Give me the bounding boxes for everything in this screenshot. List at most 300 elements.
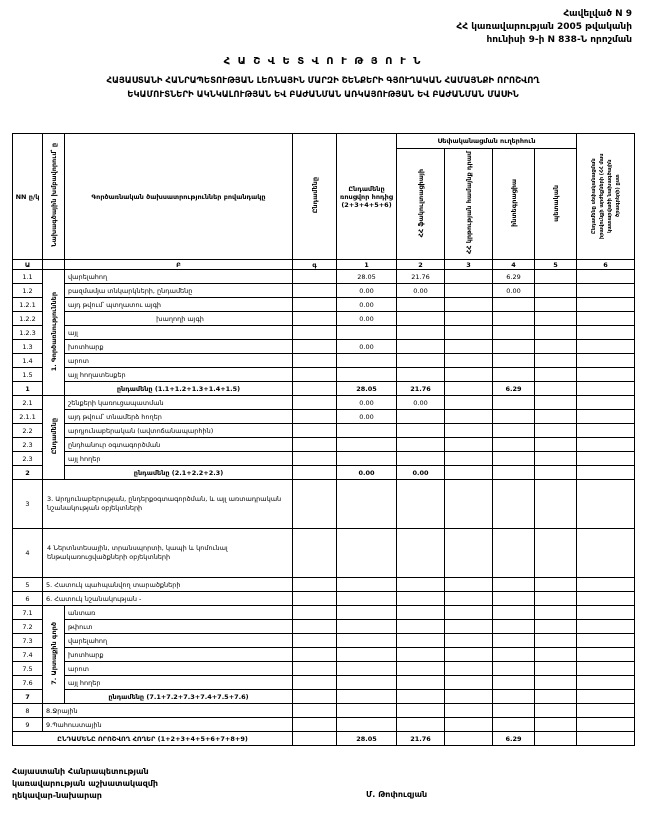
row-v6 (577, 424, 635, 438)
row-v2 (397, 718, 445, 732)
row-nn: 8 (13, 704, 43, 718)
row-name: թփուտ (65, 620, 293, 634)
row-v5 (535, 704, 577, 718)
col-header-group: Նախագծային խմբավորում՝ ը (43, 134, 65, 260)
row-v5 (535, 438, 577, 452)
row-total (293, 620, 337, 634)
row-v6 (577, 298, 635, 312)
row-nn: 3 (13, 480, 43, 529)
row-v6 (577, 284, 635, 298)
row-v5 (535, 662, 577, 676)
report-table-wrapper (12, 133, 634, 746)
row-v1 (337, 354, 397, 368)
row-v6 (577, 396, 635, 410)
row-v2: 21.76 (397, 270, 445, 284)
row-v1 (337, 620, 397, 634)
row-v4 (493, 634, 535, 648)
row-v5 (535, 676, 577, 690)
letter-cell: 2 (397, 260, 445, 270)
row-name: 5. Հատուկ պահպանվող տարածքների (43, 578, 293, 592)
table-row (13, 648, 635, 662)
row-v4 (493, 704, 535, 718)
row-v5 (535, 620, 577, 634)
row-total (293, 410, 337, 424)
table-row (13, 592, 635, 606)
row-v1 (337, 424, 397, 438)
row-v2: 0.00 (397, 284, 445, 298)
row-v3 (445, 529, 493, 578)
row-nn: 2 (13, 466, 43, 480)
row-v2 (397, 424, 445, 438)
row-v5 (535, 480, 577, 529)
row-v4 (493, 480, 535, 529)
col-header-f5: Ընդամենը սեփականացման իրավունքի արժեքների (ՀՀ մաս կատարվածի նախագծային ծրագրերի) ըստ (577, 134, 635, 260)
table-row (13, 606, 635, 620)
row-nn: 7.3 (13, 634, 43, 648)
col-header-f1: ՀՀ ֆակուլտացիայի (397, 149, 445, 260)
row-v1: 28.05 (337, 270, 397, 284)
row-name: խաղողի այգի (65, 312, 293, 326)
total-v3 (445, 732, 493, 746)
row-v2 (397, 592, 445, 606)
row-total (293, 718, 337, 732)
row-v6 (577, 452, 635, 466)
row-v1 (337, 578, 397, 592)
row-name: բազմամյա տնկարկների, ընդամենը (65, 284, 293, 298)
row-nn: 2.3 (13, 452, 43, 466)
row-name: ընդամենը (2.1+2.2+2.3) (65, 466, 293, 480)
row-v4 (493, 438, 535, 452)
row-v2 (397, 368, 445, 382)
row-v2: 21.76 (397, 382, 445, 396)
row-total (293, 606, 337, 620)
table-row-big (13, 480, 635, 529)
row-total (293, 396, 337, 410)
row-v1: 0.00 (337, 396, 397, 410)
row-v3 (445, 438, 493, 452)
row-v2 (397, 578, 445, 592)
row-v6 (577, 648, 635, 662)
row-v1 (337, 326, 397, 340)
row-v1 (337, 690, 397, 704)
row-total (293, 648, 337, 662)
row-v5 (535, 578, 577, 592)
row-v1 (337, 529, 397, 578)
col-header-calc: Ընդամենը ռոսցվոր հոդից (2+3+4+5+6) (337, 134, 397, 260)
row-v1 (337, 592, 397, 606)
row-v3 (445, 424, 493, 438)
table-row (13, 340, 635, 354)
row-name: անտառ (65, 606, 293, 620)
document-header (456, 8, 632, 47)
letter-cell: 1 (337, 260, 397, 270)
row-v2 (397, 340, 445, 354)
row-v4 (493, 676, 535, 690)
row-total (293, 438, 337, 452)
row-v3 (445, 354, 493, 368)
row-v2: 0.00 (397, 466, 445, 480)
row-v5 (535, 424, 577, 438)
row-v4 (493, 396, 535, 410)
row-v5 (535, 606, 577, 620)
row-name: 8.Ջրային (43, 704, 293, 718)
row-v3 (445, 466, 493, 480)
row-nn: 1 (13, 382, 43, 396)
row-v2 (397, 648, 445, 662)
row-nn: 9 (13, 718, 43, 732)
letter-cell: 6 (577, 260, 635, 270)
row-v3 (445, 620, 493, 634)
row-v5 (535, 354, 577, 368)
row-name: այլ (65, 326, 293, 340)
row-nn: 1.3 (13, 340, 43, 354)
row-nn: 7.2 (13, 620, 43, 634)
signature-name: Մ. Թոփուզյան (366, 790, 428, 799)
row-v4 (493, 690, 535, 704)
row-v4 (493, 410, 535, 424)
row-v1: 0.00 (337, 312, 397, 326)
total-v1: 28.05 (337, 732, 397, 746)
row-v1 (337, 648, 397, 662)
row-v4 (493, 718, 535, 732)
row-nn: 2.2 (13, 424, 43, 438)
row-v4 (493, 529, 535, 578)
row-total (293, 284, 337, 298)
group-label-2: Ընդամենը (43, 396, 65, 480)
row-v6 (577, 466, 635, 480)
table-row (13, 704, 635, 718)
letter-cell: 3 (445, 260, 493, 270)
row-v2 (397, 312, 445, 326)
row-name: 9.Պահուստային (43, 718, 293, 732)
col-header-nn: NN ը/կ (13, 134, 43, 260)
col-header-f2: ՀՀ կրթության համայնք դրամ (445, 149, 493, 260)
row-v2 (397, 529, 445, 578)
row-v6 (577, 606, 635, 620)
row-v6 (577, 634, 635, 648)
row-total (293, 704, 337, 718)
row-nn: 1.2 (13, 284, 43, 298)
table-row (13, 634, 635, 648)
row-total (293, 634, 337, 648)
row-v4 (493, 648, 535, 662)
row-v1 (337, 606, 397, 620)
row-name: այլ հողատեսքեր (65, 368, 293, 382)
row-v3 (445, 648, 493, 662)
table-row (13, 298, 635, 312)
row-v1: 0.00 (337, 410, 397, 424)
row-v6 (577, 340, 635, 354)
row-nn: 7.1 (13, 606, 43, 620)
row-v3 (445, 718, 493, 732)
row-v1: 0.00 (337, 466, 397, 480)
row-v4 (493, 606, 535, 620)
table-row (13, 312, 635, 326)
row-v2: 0.00 (397, 396, 445, 410)
row-nn: 1.2.1 (13, 298, 43, 312)
row-v2 (397, 662, 445, 676)
document-footer (12, 766, 158, 802)
table-row-big (13, 529, 635, 578)
row-name: արդյունաբերական (ավտոճանապարհին) (65, 424, 293, 438)
title-block (0, 56, 646, 101)
row-v3 (445, 284, 493, 298)
col-header-f3: ինտեգրացիա (493, 149, 535, 260)
report-table (12, 133, 635, 746)
row-v5 (535, 718, 577, 732)
row-v2 (397, 410, 445, 424)
row-v2 (397, 438, 445, 452)
row-v1 (337, 452, 397, 466)
row-v5 (535, 298, 577, 312)
row-total (293, 466, 337, 480)
row-v2 (397, 676, 445, 690)
table-row-subtotal (13, 382, 635, 396)
row-name: արոտ (65, 662, 293, 676)
table-row (13, 354, 635, 368)
row-v3 (445, 578, 493, 592)
row-v6 (577, 354, 635, 368)
row-v4: 6.29 (493, 382, 535, 396)
row-v3 (445, 368, 493, 382)
row-v5 (535, 452, 577, 466)
row-total (293, 340, 337, 354)
letter-cell: Ա (13, 260, 43, 270)
row-nn: 7.5 (13, 662, 43, 676)
row-v1: 0.00 (337, 284, 397, 298)
row-v3 (445, 410, 493, 424)
row-v6 (577, 270, 635, 284)
row-v2 (397, 690, 445, 704)
row-total (293, 592, 337, 606)
row-total (293, 312, 337, 326)
table-row (13, 452, 635, 466)
row-total (293, 382, 337, 396)
group-label-7: 7. Արտաքին գործ (43, 606, 65, 704)
row-v1 (337, 438, 397, 452)
header-line-1: Հավելված N 9 (563, 9, 632, 19)
row-v6 (577, 620, 635, 634)
table-row-subtotal (13, 466, 635, 480)
row-v2 (397, 326, 445, 340)
row-v1: 28.05 (337, 382, 397, 396)
total-c (293, 732, 337, 746)
row-nn: 2.1.1 (13, 410, 43, 424)
row-name: արոտ (65, 354, 293, 368)
row-nn: 2.1 (13, 396, 43, 410)
row-v4 (493, 620, 535, 634)
row-v4 (493, 354, 535, 368)
row-v6 (577, 690, 635, 704)
row-nn: 7 (13, 690, 43, 704)
row-name: այլ հողեր (65, 452, 293, 466)
row-v4 (493, 326, 535, 340)
row-name: ընդհանուր օգտագործման (65, 438, 293, 452)
table-row (13, 284, 635, 298)
row-nn: 7.4 (13, 648, 43, 662)
row-v3 (445, 690, 493, 704)
row-total (293, 424, 337, 438)
row-name: 6. Հատուկ նշանակության - (43, 592, 293, 606)
row-v4 (493, 424, 535, 438)
row-v2 (397, 606, 445, 620)
row-v1 (337, 662, 397, 676)
row-v5 (535, 410, 577, 424)
col-header-f4: պետական (535, 149, 577, 260)
row-nn: 1.5 (13, 368, 43, 382)
row-v1: 0.00 (337, 298, 397, 312)
row-v5 (535, 634, 577, 648)
row-v4 (493, 340, 535, 354)
row-v6 (577, 578, 635, 592)
row-v4 (493, 466, 535, 480)
row-v6 (577, 662, 635, 676)
letter-cell: 4 (493, 260, 535, 270)
row-v4 (493, 592, 535, 606)
col-header-fin-group: Սեփականացման ուղերհուն (397, 134, 577, 149)
row-v2 (397, 452, 445, 466)
total-label: ԸՆԴԱՄԵՆԸ ՈՐՈՇՎՈՂ ՀՈՂԵՐ (1+2+3+4+5+6+7+8+9) (13, 732, 293, 746)
row-v5 (535, 466, 577, 480)
row-nn: 6 (13, 592, 43, 606)
row-name: խոտհարք (65, 648, 293, 662)
row-total (293, 452, 337, 466)
row-nn: 2.3 (13, 438, 43, 452)
row-v2 (397, 298, 445, 312)
group-label-1: 1. Գործառնություններ (43, 270, 65, 396)
row-nn: 5 (13, 578, 43, 592)
row-total (293, 270, 337, 284)
row-v5 (535, 312, 577, 326)
table-row (13, 270, 635, 284)
letter-cell: գ (293, 260, 337, 270)
row-v2 (397, 634, 445, 648)
row-name: այլ հողեր (65, 676, 293, 690)
row-v5 (535, 529, 577, 578)
row-name: վարելահող (65, 270, 293, 284)
row-v4 (493, 298, 535, 312)
header-line-3: հունիսի 9-ի N 838-Ն որոշման (486, 35, 632, 45)
table-letter-row (13, 260, 635, 270)
row-name: այդ թվում՝ տնամերձ հողեր (65, 410, 293, 424)
total-v6 (577, 732, 635, 746)
row-v6 (577, 704, 635, 718)
row-total (293, 326, 337, 340)
row-name: այդ թվում՝ պտղատու այգի (65, 298, 293, 312)
row-v3 (445, 396, 493, 410)
row-nn: 1.2.3 (13, 326, 43, 340)
row-v3 (445, 326, 493, 340)
row-v5 (535, 368, 577, 382)
row-total (293, 480, 337, 529)
row-v6 (577, 368, 635, 382)
table-row (13, 676, 635, 690)
row-v5 (535, 382, 577, 396)
row-v3 (445, 662, 493, 676)
table-row (13, 578, 635, 592)
row-v1 (337, 704, 397, 718)
row-v2 (397, 620, 445, 634)
row-v5 (535, 284, 577, 298)
table-row (13, 620, 635, 634)
row-name: խոտհարք (65, 340, 293, 354)
row-v6 (577, 312, 635, 326)
row-v5 (535, 326, 577, 340)
letter-cell: 5 (535, 260, 577, 270)
row-v3 (445, 382, 493, 396)
row-v5 (535, 396, 577, 410)
row-v5 (535, 592, 577, 606)
row-v6 (577, 382, 635, 396)
row-name: շենքերի կառուցապատման (65, 396, 293, 410)
row-v1 (337, 480, 397, 529)
row-total (293, 298, 337, 312)
row-v3 (445, 704, 493, 718)
table-row (13, 396, 635, 410)
table-row (13, 718, 635, 732)
row-name: ընդամենը (1.1+1.2+1.3+1.4+1.5) (65, 382, 293, 396)
row-v2 (397, 354, 445, 368)
row-name: 4 Ներտնտեսային, տրանսպորտի, կապի և կոմունալ ենթակառուցվածքների օբյեկտների (43, 529, 293, 578)
row-nn: 4 (13, 529, 43, 578)
row-v6 (577, 676, 635, 690)
row-v6 (577, 438, 635, 452)
row-v4: 6.29 (493, 270, 535, 284)
row-v3 (445, 480, 493, 529)
row-v5 (535, 270, 577, 284)
row-total (293, 578, 337, 592)
row-nn: 1.1 (13, 270, 43, 284)
total-v4: 6.29 (493, 732, 535, 746)
row-total (293, 529, 337, 578)
letter-cell: Բ (65, 260, 293, 270)
col-header-total: Ընդամենը (293, 134, 337, 260)
row-v1 (337, 634, 397, 648)
row-name: ընդամենը (7.1+7.2+7.3+7.4+7.5+7.6) (65, 690, 293, 704)
row-v1 (337, 368, 397, 382)
row-total (293, 662, 337, 676)
row-v3 (445, 270, 493, 284)
row-v6 (577, 529, 635, 578)
row-total (293, 368, 337, 382)
row-total (293, 690, 337, 704)
row-v3 (445, 452, 493, 466)
row-v2 (397, 480, 445, 529)
row-nn: 7.6 (13, 676, 43, 690)
col-header-name: Գործառնական ծախսատրություններ բովանդակը (65, 134, 293, 260)
row-v6 (577, 410, 635, 424)
row-nn: 1.4 (13, 354, 43, 368)
letter-cell (43, 260, 65, 270)
table-row-total (13, 732, 635, 746)
row-name: վարելահող (65, 634, 293, 648)
footer-line-3: ղեկավար-նախարար (12, 791, 102, 800)
row-v5 (535, 648, 577, 662)
row-v4 (493, 578, 535, 592)
table-row (13, 326, 635, 340)
row-v5 (535, 690, 577, 704)
row-v4 (493, 452, 535, 466)
table-row (13, 424, 635, 438)
row-v4 (493, 662, 535, 676)
row-v1: 0.00 (337, 340, 397, 354)
title-subtitle-1: ՀԱՅԱՍՏԱՆԻ ՀԱՆՐԱՊԵՏՈՒԹՅԱՆ ԼԵՌՆԱՅԻՆ ՄԱՐԶԻ ՇԵՆՔԵՐԻ ԳՅՈՒՂԱԿԱՆ ՀԱՄԱՅՆՔԻ ՈՐՈՇՎՈՂ (106, 76, 540, 86)
row-v6 (577, 480, 635, 529)
row-v4 (493, 312, 535, 326)
table-row (13, 368, 635, 382)
footer-line-1: Հայաստանի Հանրապետության (12, 767, 149, 776)
title-subtitle-2: ԵԿԱՄՈՒՏՆԵՐԻ ԱԿՆԿԱԼՈՒԹՅԱՆ ԵՎ ԲԱԺԱՆՄԱՆ ԱՌԿԱՅՈՒԹՅԱՆ ԵՎ ԲԱԺԱՆՄԱՆ ՄԱՍԻՆ (127, 90, 519, 100)
